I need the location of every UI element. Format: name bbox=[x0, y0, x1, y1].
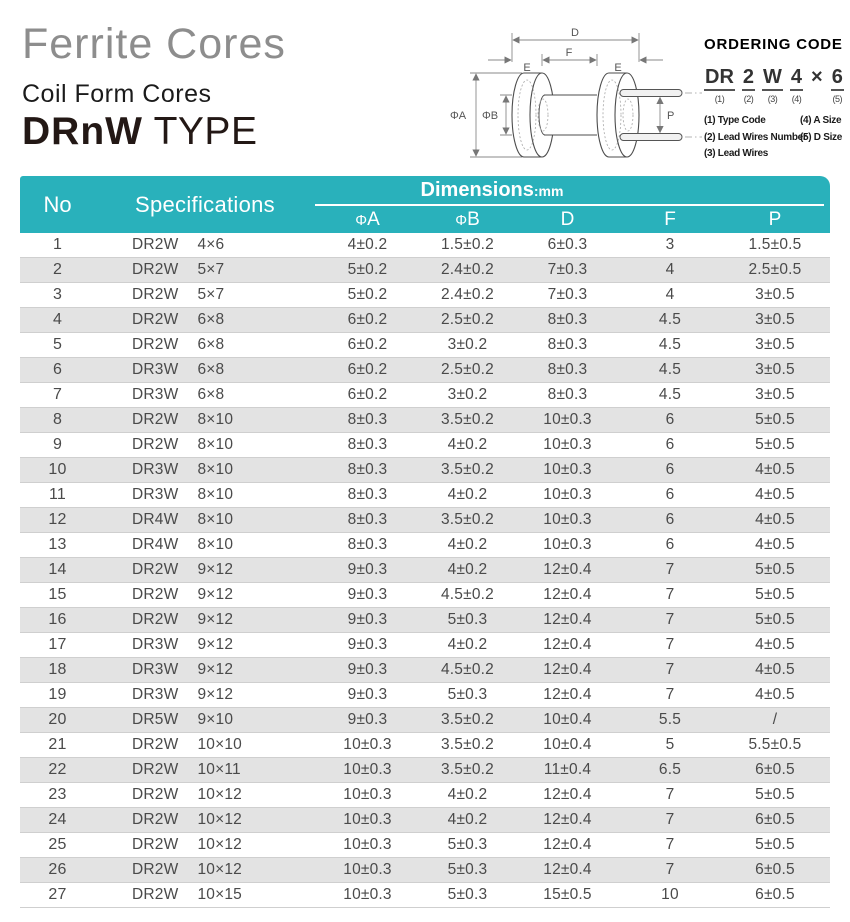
code-part bbox=[704, 66, 735, 104]
val-d: 12±0.4 bbox=[543, 661, 592, 678]
val-phi-b: 2.5±0.2 bbox=[440, 311, 494, 328]
row-no: 10 bbox=[48, 461, 67, 478]
val-p: 6±0.5 bbox=[755, 886, 795, 903]
val-phi-a: 8±0.3 bbox=[347, 511, 388, 528]
val-f: 5 bbox=[665, 736, 675, 753]
type-code-text: DRnW bbox=[22, 110, 143, 154]
row-spec: DR3W 6×8 bbox=[132, 361, 225, 378]
val-p: 4±0.5 bbox=[755, 686, 795, 703]
val-d: 7±0.3 bbox=[547, 286, 588, 303]
row-no: 4 bbox=[52, 311, 63, 328]
row-no: 26 bbox=[48, 861, 67, 878]
col-header-no: No bbox=[43, 191, 72, 217]
legend-left-column bbox=[704, 113, 807, 163]
row-no: 20 bbox=[48, 711, 67, 728]
ordering-code bbox=[704, 66, 849, 104]
val-phi-a: 4±0.2 bbox=[347, 236, 388, 253]
col-header-f: F bbox=[664, 208, 676, 230]
val-d: 10±0.4 bbox=[543, 711, 592, 728]
val-f: 7 bbox=[665, 586, 675, 603]
legend-item: (3) Lead Wires bbox=[704, 148, 769, 159]
val-p: 3±0.5 bbox=[755, 286, 795, 303]
val-f: 7 bbox=[665, 836, 675, 853]
val-phi-b: 4±0.2 bbox=[447, 486, 488, 503]
row-spec: DR2W 10×12 bbox=[132, 836, 242, 853]
code-part bbox=[742, 66, 755, 104]
row-spec: DR2W 9×12 bbox=[132, 611, 234, 628]
val-d: 12±0.4 bbox=[543, 836, 592, 853]
row-spec: DR5W 9×10 bbox=[132, 711, 234, 728]
row-no: 22 bbox=[48, 761, 67, 778]
val-p: 4±0.5 bbox=[755, 636, 795, 653]
val-f: 4 bbox=[665, 261, 675, 278]
val-phi-b: 3±0.2 bbox=[447, 386, 488, 403]
table-row bbox=[20, 558, 830, 583]
val-p: 5±0.5 bbox=[755, 836, 795, 853]
val-phi-b: 3.5±0.2 bbox=[440, 511, 494, 528]
val-phi-b: 3.5±0.2 bbox=[440, 711, 494, 728]
code-index: (5) bbox=[832, 94, 843, 104]
val-f: 7 bbox=[665, 686, 675, 703]
val-phi-b: 3.5±0.2 bbox=[440, 461, 494, 478]
row-no: 23 bbox=[48, 786, 67, 803]
code-part bbox=[762, 66, 783, 104]
code-part-times bbox=[810, 66, 824, 92]
row-spec: DR4W 8×10 bbox=[132, 536, 234, 553]
val-p: 5±0.5 bbox=[755, 786, 795, 803]
col-header-phi-b: ΦB bbox=[455, 208, 480, 230]
dim-label-phi-a: ΦA bbox=[449, 110, 467, 122]
row-spec: DR2W 10×15 bbox=[132, 886, 242, 903]
table-row bbox=[20, 258, 830, 283]
row-no: 11 bbox=[48, 486, 66, 503]
val-p: 4±0.5 bbox=[755, 486, 795, 503]
type-suffix-text: TYPE bbox=[142, 110, 258, 154]
table-row bbox=[20, 458, 830, 483]
val-f: 10 bbox=[661, 886, 679, 903]
val-f: 6 bbox=[665, 536, 675, 553]
row-spec: DR2W 10×11 bbox=[132, 761, 241, 778]
table-row bbox=[20, 408, 830, 433]
table-row bbox=[20, 333, 830, 358]
row-no: 14 bbox=[48, 561, 67, 578]
type-title bbox=[22, 110, 286, 154]
val-d: 12±0.4 bbox=[543, 611, 592, 628]
table-row bbox=[20, 683, 830, 708]
row-spec: DR2W 10×12 bbox=[132, 786, 242, 803]
val-d: 12±0.4 bbox=[543, 786, 592, 803]
val-phi-a: 9±0.3 bbox=[347, 661, 388, 678]
row-no: 2 bbox=[52, 261, 63, 278]
val-phi-b: 4±0.2 bbox=[447, 636, 488, 653]
val-phi-b: 5±0.3 bbox=[447, 686, 488, 703]
dimensions-unit: :mm bbox=[533, 182, 564, 199]
val-d: 8±0.3 bbox=[547, 311, 588, 328]
row-no: 24 bbox=[48, 811, 67, 828]
ordering-code-block bbox=[704, 36, 849, 163]
val-phi-a: 9±0.3 bbox=[347, 586, 388, 603]
val-f: 4.5 bbox=[658, 386, 682, 403]
table-row bbox=[20, 358, 830, 383]
val-p: 6±0.5 bbox=[755, 761, 795, 778]
code-index: (3) bbox=[767, 94, 778, 104]
code-index: (4) bbox=[791, 94, 802, 104]
title-block bbox=[22, 22, 286, 154]
val-p: 5±0.5 bbox=[755, 411, 795, 428]
val-phi-a: 10±0.3 bbox=[343, 786, 392, 803]
row-no: 27 bbox=[48, 886, 67, 903]
val-p: 3±0.5 bbox=[755, 361, 795, 378]
table-row bbox=[20, 733, 830, 758]
row-spec: DR3W 8×10 bbox=[132, 461, 234, 478]
val-phi-b: 3±0.2 bbox=[447, 336, 488, 353]
val-phi-a: 9±0.3 bbox=[347, 711, 388, 728]
val-phi-b: 5±0.3 bbox=[447, 886, 488, 903]
val-p: 3±0.5 bbox=[755, 336, 795, 353]
dimensions-label: Dimensions bbox=[420, 178, 534, 201]
row-no: 18 bbox=[48, 661, 67, 678]
col-header-dimensions bbox=[315, 176, 824, 206]
val-d: 10±0.4 bbox=[543, 736, 592, 753]
legend-item: (5) D Size bbox=[800, 131, 843, 143]
val-f: 4.5 bbox=[658, 336, 682, 353]
val-phi-a: 5±0.2 bbox=[347, 261, 388, 278]
table-row bbox=[20, 783, 830, 808]
val-d: 10±0.3 bbox=[543, 511, 592, 528]
table-row bbox=[20, 233, 830, 258]
row-spec: DR2W 5×7 bbox=[132, 286, 225, 303]
row-spec: DR3W 9×12 bbox=[132, 686, 234, 703]
table-row bbox=[20, 808, 830, 833]
val-phi-a: 6±0.2 bbox=[347, 386, 388, 403]
row-no: 16 bbox=[48, 611, 67, 628]
table-row bbox=[20, 758, 830, 783]
val-f: 6.5 bbox=[658, 761, 682, 778]
val-phi-a: 9±0.3 bbox=[347, 611, 388, 628]
val-d: 12±0.4 bbox=[543, 636, 592, 653]
legend-item: (2) Lead Wires Number bbox=[704, 131, 807, 143]
val-p: 5±0.5 bbox=[755, 611, 795, 628]
val-d: 7±0.3 bbox=[547, 261, 588, 278]
row-spec: DR3W 8×10 bbox=[132, 486, 234, 503]
row-no: 9 bbox=[52, 436, 63, 453]
row-no: 17 bbox=[48, 636, 67, 653]
dim-label-e-left: E bbox=[523, 62, 531, 74]
ordering-code-heading: ORDERING CODE bbox=[704, 36, 843, 53]
legend-item: (4) A Size bbox=[800, 115, 842, 126]
code-part bbox=[790, 66, 803, 104]
val-f: 7 bbox=[665, 636, 675, 653]
code-index: (2) bbox=[743, 94, 754, 104]
row-no: 12 bbox=[48, 511, 67, 528]
val-f: 3 bbox=[665, 236, 675, 253]
val-p: 5±0.5 bbox=[755, 561, 795, 578]
table-header bbox=[20, 176, 830, 233]
val-d: 12±0.4 bbox=[543, 586, 592, 603]
row-no: 5 bbox=[52, 336, 63, 353]
val-phi-a: 5±0.2 bbox=[347, 286, 388, 303]
val-phi-b: 4±0.2 bbox=[447, 811, 488, 828]
row-no: 19 bbox=[48, 686, 67, 703]
table-row bbox=[20, 533, 830, 558]
val-p: 4±0.5 bbox=[755, 661, 795, 678]
row-no: 25 bbox=[48, 836, 67, 853]
col-header-phi-a: ΦA bbox=[355, 208, 380, 230]
col-header-specifications: Specifications bbox=[135, 191, 275, 217]
val-d: 12±0.4 bbox=[543, 811, 592, 828]
val-phi-a: 10±0.3 bbox=[343, 811, 392, 828]
row-spec: DR4W 8×10 bbox=[132, 511, 234, 528]
row-spec: DR3W 6×8 bbox=[132, 386, 225, 403]
row-no: 13 bbox=[48, 536, 67, 553]
val-phi-a: 10±0.3 bbox=[343, 836, 392, 853]
row-spec: DR2W 8×10 bbox=[132, 436, 234, 453]
val-f: 6 bbox=[665, 511, 675, 528]
row-spec: DR2W 6×8 bbox=[132, 311, 225, 328]
table-row bbox=[20, 833, 830, 858]
val-p: 4±0.5 bbox=[755, 536, 795, 553]
val-p: 1.5±0.5 bbox=[748, 236, 802, 253]
table-row bbox=[20, 708, 830, 733]
legend-right-column bbox=[800, 113, 842, 163]
core-drawing bbox=[512, 73, 639, 157]
val-p: 6±0.5 bbox=[755, 811, 795, 828]
row-spec: DR2W 10×12 bbox=[132, 811, 242, 828]
val-phi-a: 6±0.2 bbox=[347, 336, 388, 353]
table-row bbox=[20, 308, 830, 333]
val-phi-a: 9±0.3 bbox=[347, 686, 388, 703]
val-f: 6 bbox=[665, 461, 675, 478]
val-d: 10±0.3 bbox=[543, 486, 592, 503]
row-spec: DR2W 4×6 bbox=[132, 236, 225, 253]
val-d: 6±0.3 bbox=[547, 236, 588, 253]
val-phi-a: 9±0.3 bbox=[347, 636, 388, 653]
val-d: 11±0.4 bbox=[543, 761, 592, 778]
val-phi-a: 8±0.3 bbox=[347, 536, 388, 553]
dim-label-phi-b: ΦB bbox=[481, 110, 499, 122]
val-p: 5±0.5 bbox=[755, 586, 795, 603]
val-phi-b: 2.4±0.2 bbox=[440, 286, 494, 303]
val-f: 4 bbox=[665, 286, 675, 303]
val-phi-b: 5±0.3 bbox=[447, 861, 488, 878]
val-d: 15±0.5 bbox=[543, 886, 592, 903]
val-f: 7 bbox=[665, 561, 675, 578]
val-d: 8±0.3 bbox=[547, 386, 588, 403]
ordering-code-legend bbox=[704, 113, 849, 163]
legend-item: (1) Type Code bbox=[704, 115, 766, 126]
code-char: DR bbox=[704, 66, 735, 91]
code-char: 4 bbox=[790, 66, 803, 91]
val-d: 8±0.3 bbox=[547, 361, 588, 378]
val-d: 10±0.3 bbox=[543, 436, 592, 453]
val-f: 4.5 bbox=[658, 361, 682, 378]
val-phi-a: 8±0.3 bbox=[347, 461, 388, 478]
val-p: 5±0.5 bbox=[755, 436, 795, 453]
code-index: (1) bbox=[714, 94, 725, 104]
col-header-d: D bbox=[560, 208, 575, 230]
val-d: 12±0.4 bbox=[543, 686, 592, 703]
table-row bbox=[20, 283, 830, 308]
val-d: 12±0.4 bbox=[543, 561, 592, 578]
val-p: / bbox=[772, 711, 778, 728]
table-row bbox=[20, 633, 830, 658]
page-title: Ferrite Cores bbox=[22, 20, 286, 68]
val-f: 4.5 bbox=[658, 311, 682, 328]
val-d: 8±0.3 bbox=[547, 336, 588, 353]
table-row bbox=[20, 858, 830, 883]
code-char: 6 bbox=[831, 66, 844, 91]
val-phi-b: 3.5±0.2 bbox=[440, 761, 494, 778]
val-phi-b: 4.5±0.2 bbox=[440, 586, 494, 603]
val-f: 7 bbox=[665, 661, 675, 678]
val-f: 5.5 bbox=[658, 711, 682, 728]
row-spec: DR2W 9×12 bbox=[132, 561, 234, 578]
row-no: 15 bbox=[48, 586, 67, 603]
val-phi-b: 2.4±0.2 bbox=[440, 261, 494, 278]
val-p: 5.5±0.5 bbox=[748, 736, 802, 753]
val-d: 10±0.3 bbox=[543, 461, 592, 478]
row-spec: DR2W 5×7 bbox=[132, 261, 225, 278]
dim-label-p: P bbox=[667, 110, 675, 122]
dim-label-f: F bbox=[565, 47, 573, 59]
val-phi-a: 8±0.3 bbox=[347, 436, 388, 453]
val-f: 7 bbox=[665, 861, 675, 878]
row-no: 7 bbox=[52, 386, 63, 403]
val-p: 4±0.5 bbox=[755, 511, 795, 528]
row-no: 3 bbox=[52, 286, 63, 303]
row-spec: DR2W 6×8 bbox=[132, 336, 225, 353]
val-phi-a: 8±0.3 bbox=[347, 411, 388, 428]
val-phi-a: 6±0.2 bbox=[347, 311, 388, 328]
dim-label-d: D bbox=[571, 27, 579, 39]
val-p: 6±0.5 bbox=[755, 861, 795, 878]
table-row bbox=[20, 658, 830, 683]
row-spec: DR2W 8×10 bbox=[132, 411, 234, 428]
col-header-p: P bbox=[768, 208, 782, 230]
val-phi-a: 10±0.3 bbox=[343, 736, 392, 753]
val-f: 6 bbox=[665, 436, 675, 453]
table-row bbox=[20, 508, 830, 533]
table-row bbox=[20, 483, 830, 508]
row-spec: DR3W 9×12 bbox=[132, 636, 234, 653]
row-no: 6 bbox=[52, 361, 63, 378]
val-f: 6 bbox=[665, 411, 675, 428]
val-p: 4±0.5 bbox=[755, 461, 795, 478]
table-body bbox=[20, 233, 830, 908]
page-subtitle: Coil Form Cores bbox=[22, 80, 212, 109]
row-no: 8 bbox=[52, 411, 63, 428]
val-f: 6 bbox=[665, 486, 675, 503]
val-phi-a: 10±0.3 bbox=[343, 761, 392, 778]
val-phi-b: 2.5±0.2 bbox=[440, 361, 494, 378]
val-p: 3±0.5 bbox=[755, 311, 795, 328]
val-phi-b: 3.5±0.2 bbox=[440, 411, 494, 428]
val-phi-b: 4±0.2 bbox=[447, 436, 488, 453]
val-p: 2.5±0.5 bbox=[748, 261, 802, 278]
val-phi-b: 4±0.2 bbox=[447, 561, 488, 578]
val-phi-b: 4±0.2 bbox=[447, 536, 488, 553]
multiply-sign: × bbox=[811, 66, 823, 88]
row-no: 1 bbox=[52, 236, 63, 253]
val-d: 10±0.3 bbox=[543, 536, 592, 553]
row-spec: DR2W 10×10 bbox=[132, 736, 242, 753]
val-phi-b: 4.5±0.2 bbox=[440, 661, 494, 678]
core-dimension-diagram bbox=[424, 0, 704, 172]
val-phi-b: 4±0.2 bbox=[447, 786, 488, 803]
dim-label-e-right: E bbox=[614, 62, 622, 74]
val-phi-a: 10±0.3 bbox=[343, 861, 392, 878]
val-phi-b: 5±0.3 bbox=[447, 611, 488, 628]
code-char: W bbox=[762, 66, 783, 91]
val-f: 7 bbox=[665, 786, 675, 803]
val-phi-b: 5±0.3 bbox=[447, 836, 488, 853]
row-spec: DR2W 9×12 bbox=[132, 586, 234, 603]
val-phi-b: 3.5±0.2 bbox=[440, 736, 494, 753]
val-d: 10±0.3 bbox=[543, 411, 592, 428]
table-row bbox=[20, 383, 830, 408]
val-d: 12±0.4 bbox=[543, 861, 592, 878]
table-row bbox=[20, 608, 830, 633]
val-f: 7 bbox=[665, 611, 675, 628]
val-phi-a: 10±0.3 bbox=[343, 886, 392, 903]
table-row bbox=[20, 583, 830, 608]
val-f: 7 bbox=[665, 811, 675, 828]
spec-table bbox=[20, 176, 830, 908]
code-part bbox=[831, 66, 844, 104]
code-char: 2 bbox=[742, 66, 755, 91]
row-spec: DR2W 10×12 bbox=[132, 861, 242, 878]
row-spec: DR3W 9×12 bbox=[132, 661, 234, 678]
val-phi-a: 9±0.3 bbox=[347, 561, 388, 578]
val-phi-a: 8±0.3 bbox=[347, 486, 388, 503]
row-no: 21 bbox=[48, 736, 67, 753]
val-p: 3±0.5 bbox=[755, 386, 795, 403]
table-row bbox=[20, 433, 830, 458]
table-row bbox=[20, 883, 830, 908]
val-phi-a: 6±0.2 bbox=[347, 361, 388, 378]
val-phi-b: 1.5±0.2 bbox=[440, 236, 494, 253]
